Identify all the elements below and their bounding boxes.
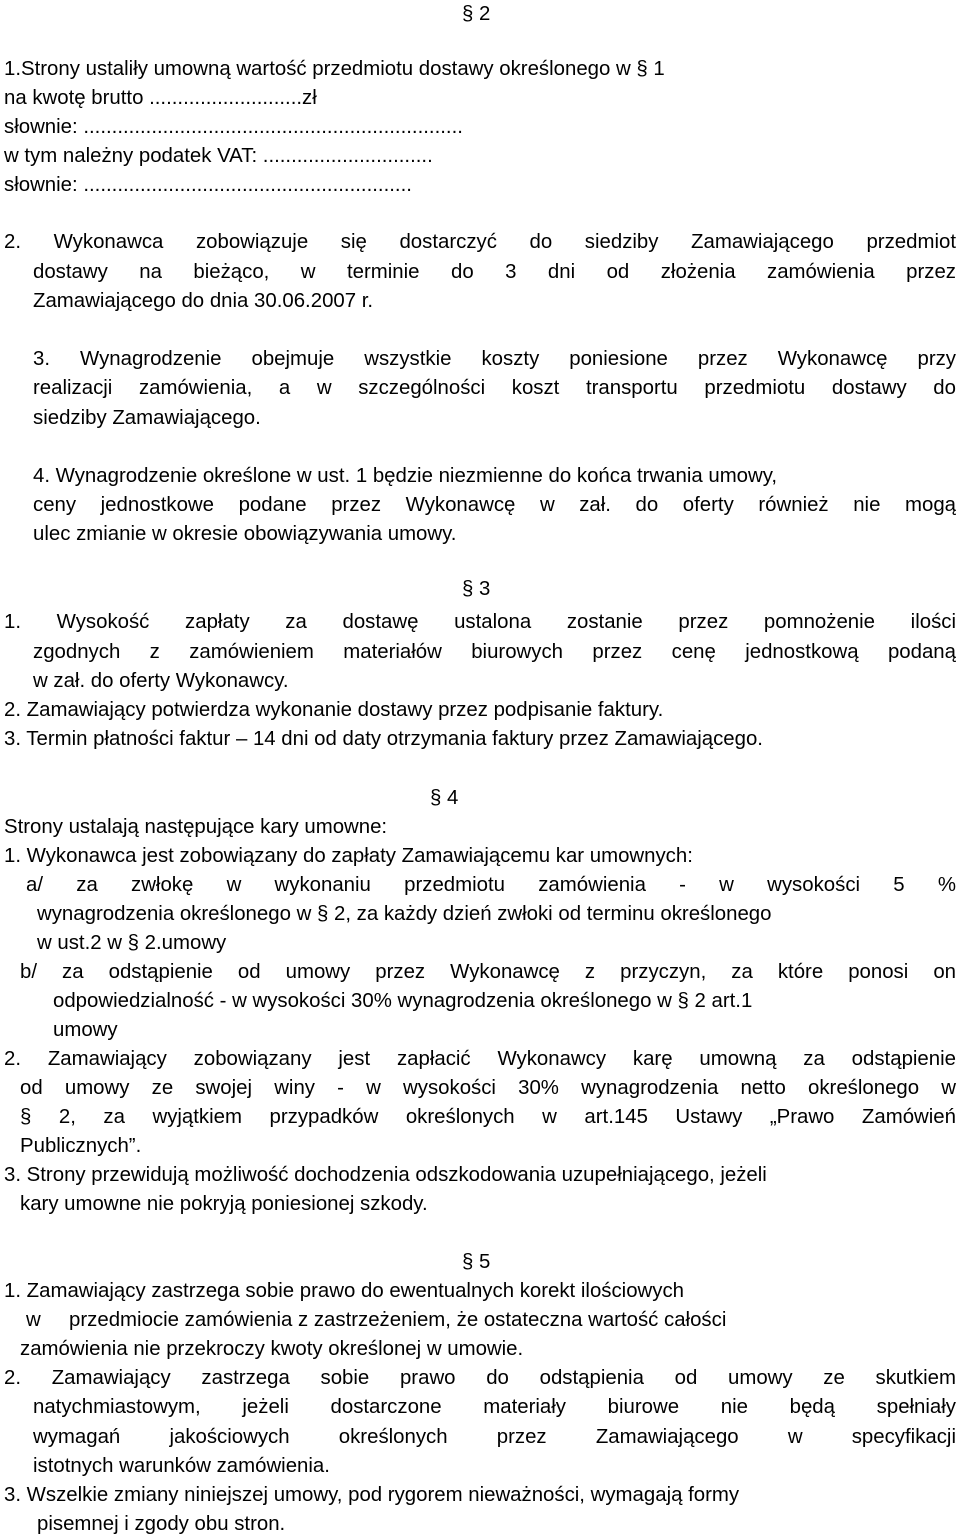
section-4-p2-line1: 2. Zamawiający zobowiązany jest zapłacić Wykonawcy karę umowną za odstąpienie	[4, 1048, 956, 1070]
section-2-p4-line3: ulec zmianie w okresie obowiązywania umowy.	[33, 523, 457, 545]
section-5-p3-line1: 3. Wszelkie zmiany niniejszej umowy, pod rygorem nieważności, wymagają formy	[4, 1484, 740, 1506]
section-4-a-line2: wynagrodzenia określonego w § 2, za każdy dzień zwłoki od terminu określonego	[37, 903, 772, 925]
section-2-p1-line3: słownie: ...................................................................	[4, 116, 463, 138]
section-2-p4-line1: 4. Wynagrodzenie określone w ust. 1 będzie niezmienne do końca trwania umowy,	[33, 465, 778, 487]
section-2-p3-line2: realizacji zamówienia, a w szczególności koszt transportu przedmiotu dostawy do	[33, 377, 956, 399]
section-5-p2-line2: natychmiastowym, jeżeli dostarczone materiały biurowe nie będą spełniały	[33, 1396, 956, 1418]
section-3-p1-line2: zgodnych z zamówieniem materiałów biurowych przez cenę jednostkową podaną	[33, 641, 956, 663]
section-2-p3-line1: 3. Wynagrodzenie obejmuje wszystkie koszty poniesione przez Wykonawcę przy	[33, 348, 956, 370]
section-4-p3-line2: kary umowne nie pokryją poniesionej szkody.	[20, 1193, 428, 1215]
section-2-p2-line1: 2. Wykonawca zobowiązuje się dostarczyć do siedziby Zamawiającego przedmiot	[4, 231, 956, 253]
section-2-p3-line3: siedziby Zamawiającego.	[33, 407, 261, 429]
section-3-p1-line3: w zał. do oferty Wykonawcy.	[33, 670, 289, 692]
section-2-p2-line2: dostawy na bieżąco, w terminie do 3 dni od złożenia zamówienia przez	[33, 261, 956, 283]
section-2-heading: § 2	[462, 3, 491, 25]
section-4-b-line1: b/ za odstąpienie od umowy przez Wykonawcę z przyczyn, za które ponosi on	[20, 961, 956, 983]
section-5-heading: § 5	[462, 1251, 491, 1273]
section-4-b-line3: umowy	[53, 1019, 118, 1041]
section-2-p4-line2: ceny jednostkowe podane przez Wykonawcę w zał. do oferty również nie mogą	[33, 494, 956, 516]
section-4-p2-line2: od umowy ze swojej winy - w wysokości 30% wynagrodzenia netto określonego w	[20, 1077, 956, 1099]
section-4-b-line2: odpowiedzialność - w wysokości 30% wynagrodzenia określonego w § 2 art.1	[53, 990, 753, 1012]
section-5-p1-line3: zamówienia nie przekroczy kwoty określonej w umowie.	[20, 1338, 524, 1360]
section-2-p1-line4: w tym należny podatek VAT: ..............................	[4, 145, 433, 167]
section-3-p2: 2. Zamawiający potwierdza wykonanie dostawy przez podpisanie faktury.	[4, 699, 664, 721]
section-3-p1-line1: 1. Wysokość zapłaty za dostawę ustalona zostanie przez pomnożenie ilości	[4, 611, 956, 633]
section-3-p3: 3. Termin płatności faktur – 14 dni od daty otrzymania faktury przez Zamawiającego.	[4, 728, 763, 750]
section-4-heading: § 4	[430, 787, 459, 809]
section-2-p1-line2: na kwotę brutto ...........................zł	[4, 87, 317, 109]
section-4-p1: 1. Wykonawca jest zobowiązany do zapłaty Zamawiającemu kar umownych:	[4, 845, 693, 867]
section-5-p1-line1: 1. Zamawiający zastrzega sobie prawo do ewentualnych korekt ilościowych	[4, 1280, 685, 1302]
section-5-p2-line4: istotnych warunków zamówienia.	[33, 1455, 330, 1477]
section-2-p1-line5: słownie: ..........................................................	[4, 174, 412, 196]
section-4-a-line1: a/ za zwłokę w wykonaniu przedmiotu zamówienia - w wysokości 5 %	[26, 874, 956, 896]
section-5-p1-line2: w przedmiocie zamówienia z zastrzeżeniem, że ostateczna wartość całości	[26, 1309, 727, 1331]
section-3-heading: § 3	[462, 578, 491, 600]
section-5-p2-line3: wymagań jakościowych określonych przez Zamawiającego w specyfikacji	[33, 1426, 956, 1448]
section-4-intro: Strony ustalają następujące kary umowne:	[4, 816, 388, 838]
section-5-p3-line2: pisemnej i zgody obu stron.	[37, 1513, 286, 1535]
section-2-p2-line3: Zamawiającego do dnia 30.06.2007 r.	[33, 290, 374, 312]
section-5-p2-line1: 2. Zamawiający zastrzega sobie prawo do odstąpienia od umowy ze skutkiem	[4, 1367, 956, 1389]
section-4-p2-line4: Publicznych”.	[20, 1135, 142, 1157]
section-2-p1-line1: 1.Strony ustaliły umowną wartość przedmiotu dostawy określonego w § 1	[4, 58, 665, 80]
section-4-p3-line1: 3. Strony przewidują możliwość dochodzenia odszkodowania uzupełniającego, jeżeli	[4, 1164, 767, 1186]
section-4-p2-line3: § 2, za wyjątkiem przypadków określonych w art.145 Ustawy „Prawo Zamówień	[20, 1106, 956, 1128]
section-4-a-line3: w ust.2 w § 2.umowy	[37, 932, 227, 954]
